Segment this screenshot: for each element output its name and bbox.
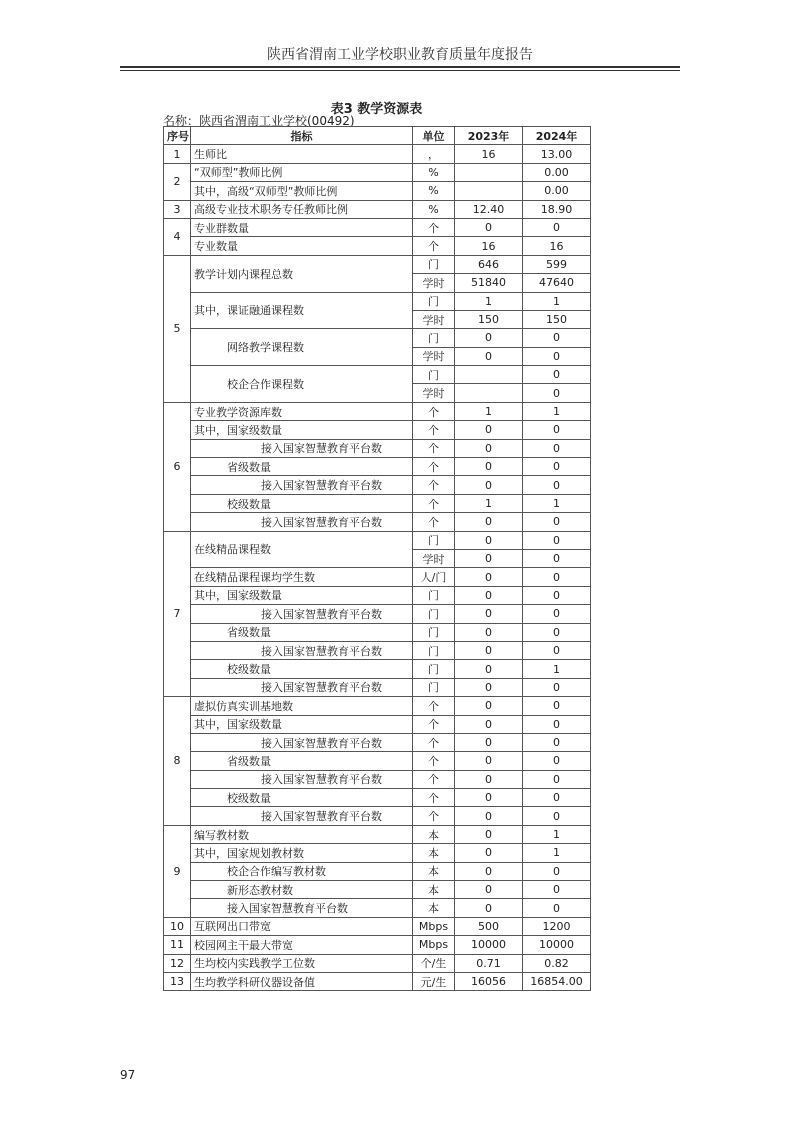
value-2023-cell: 0 <box>455 807 523 825</box>
teaching-resources-table <box>163 126 591 991</box>
value-2024-cell: 0 <box>523 733 591 751</box>
value-2024-cell: 16854.00 <box>523 972 591 990</box>
value-2024-cell: 1 <box>523 292 591 310</box>
seq-cell: 7 <box>164 531 191 697</box>
indicator-cell: 接入国家智慧教育平台数 <box>191 807 413 825</box>
value-2024-cell: 1 <box>523 660 591 678</box>
value-2023-cell: 0 <box>455 476 523 494</box>
indicator-cell: 专业教学资源库数 <box>191 402 413 420</box>
indicator-cell: 省级数量 <box>191 623 413 641</box>
unit-cell: 学时 <box>413 384 455 402</box>
indicator-cell: 专业数量 <box>191 237 413 255</box>
indicator-cell: 虚拟仿真实训基地数 <box>191 697 413 715</box>
value-2024-cell: 0 <box>523 605 591 623</box>
table-row <box>164 825 591 843</box>
unit-cell: 学时 <box>413 310 455 328</box>
unit-cell: 学时 <box>413 274 455 292</box>
value-2024-cell: 0 <box>523 513 591 531</box>
table-row <box>164 458 591 476</box>
value-2024-cell: 0 <box>523 476 591 494</box>
value-2024-cell: 0 <box>523 899 591 917</box>
unit-cell: 门 <box>413 605 455 623</box>
unit-cell: % <box>413 163 455 181</box>
value-2024-cell: 10000 <box>523 936 591 954</box>
column-header-seq: 序号 <box>164 127 191 145</box>
table-row <box>164 899 591 917</box>
value-2024-cell: 0.00 <box>523 182 591 200</box>
indicator-cell: 其中，国家级数量 <box>191 715 413 733</box>
value-2024-cell: 599 <box>523 255 591 273</box>
table-row <box>164 145 591 163</box>
unit-cell: 个/生 <box>413 954 455 972</box>
table-row <box>164 513 591 531</box>
seq-cell: 4 <box>164 218 191 255</box>
value-2023-cell: 0 <box>455 347 523 365</box>
table-row <box>164 163 591 181</box>
value-2024-cell: 0 <box>523 347 591 365</box>
value-2023-cell: 0 <box>455 513 523 531</box>
table-row <box>164 733 591 751</box>
unit-cell: 个 <box>413 439 455 457</box>
column-header-unit: 单位 <box>413 127 455 145</box>
school-name: 名称：陕西省渭南工业学校(00492) <box>163 114 355 128</box>
value-2023-cell: 0 <box>455 825 523 843</box>
unit-cell: ， <box>413 145 455 163</box>
indicator-cell: 接入国家智慧教育平台数 <box>191 476 413 494</box>
table-row <box>164 329 591 347</box>
value-2023-cell: 0 <box>455 862 523 880</box>
value-2024-cell: 0.00 <box>523 163 591 181</box>
value-2023-cell: 0 <box>455 899 523 917</box>
value-2024-cell: 0 <box>523 329 591 347</box>
indicator-cell: 校企合作课程数 <box>191 366 413 403</box>
unit-cell: 门 <box>413 623 455 641</box>
table-row <box>164 494 591 512</box>
table-row <box>164 917 591 935</box>
indicator-cell: 省级数量 <box>191 458 413 476</box>
indicator-cell: 其中，课证融通课程数 <box>191 292 413 329</box>
table-row <box>164 770 591 788</box>
value-2023-cell: 0 <box>455 605 523 623</box>
value-2024-cell: 0 <box>523 807 591 825</box>
table-row <box>164 623 591 641</box>
value-2023-cell: 0 <box>455 844 523 862</box>
value-2024-cell: 1 <box>523 494 591 512</box>
value-2023-cell: 0 <box>455 623 523 641</box>
value-2024-cell: 18.90 <box>523 200 591 218</box>
value-2023-cell: 0 <box>455 715 523 733</box>
unit-cell: 人/门 <box>413 568 455 586</box>
value-2023-cell: 0 <box>455 586 523 604</box>
indicator-cell: 在线精品课程课均学生数 <box>191 568 413 586</box>
value-2023-cell: 0 <box>455 439 523 457</box>
value-2024-cell: 0 <box>523 862 591 880</box>
value-2023-cell: 1 <box>455 402 523 420</box>
table-header-row <box>164 127 591 145</box>
indicator-cell: 校企合作编写教材数 <box>191 862 413 880</box>
table-row <box>164 182 591 200</box>
table-row <box>164 605 591 623</box>
indicator-cell: 专业群数量 <box>191 218 413 236</box>
value-2024-cell: 1 <box>523 825 591 843</box>
value-2024-cell: 0 <box>523 421 591 439</box>
value-2024-cell: 47640 <box>523 274 591 292</box>
unit-cell: % <box>413 200 455 218</box>
header-rule-thin <box>120 70 680 71</box>
table-row <box>164 218 591 236</box>
unit-cell: 本 <box>413 825 455 843</box>
value-2024-cell: 0 <box>523 697 591 715</box>
seq-cell: 9 <box>164 825 191 917</box>
value-2023-cell: 0 <box>455 752 523 770</box>
table-row <box>164 660 591 678</box>
value-2023-cell: 0 <box>455 770 523 788</box>
value-2023-cell: 10000 <box>455 936 523 954</box>
value-2024-cell: 1 <box>523 402 591 420</box>
value-2024-cell: 0 <box>523 641 591 659</box>
value-2023-cell <box>455 182 523 200</box>
unit-cell: 门 <box>413 660 455 678</box>
value-2024-cell: 16 <box>523 237 591 255</box>
seq-cell: 11 <box>164 936 191 954</box>
indicator-cell: 网络教学课程数 <box>191 329 413 366</box>
value-2023-cell: 0 <box>455 881 523 899</box>
value-2024-cell: 0 <box>523 623 591 641</box>
table-row <box>164 200 591 218</box>
value-2023-cell <box>455 384 523 402</box>
value-2023-cell: 0 <box>455 697 523 715</box>
table-row <box>164 697 591 715</box>
table-row <box>164 586 591 604</box>
indicator-cell: 生均校内实践教学工位数 <box>191 954 413 972</box>
value-2024-cell: 13.00 <box>523 145 591 163</box>
unit-cell: 门 <box>413 255 455 273</box>
table-row <box>164 972 591 990</box>
indicator-cell: 校级数量 <box>191 494 413 512</box>
indicator-cell: 其中，国家规划教材数 <box>191 844 413 862</box>
indicator-cell: 省级数量 <box>191 752 413 770</box>
indicator-cell: 接入国家智慧教育平台数 <box>191 899 413 917</box>
value-2023-cell <box>455 163 523 181</box>
column-header-indicator: 指标 <box>191 127 413 145</box>
table-row <box>164 237 591 255</box>
value-2023-cell: 12.40 <box>455 200 523 218</box>
value-2023-cell: 16056 <box>455 972 523 990</box>
table-row <box>164 439 591 457</box>
table-row <box>164 402 591 420</box>
table-row <box>164 715 591 733</box>
indicator-cell: 校级数量 <box>191 660 413 678</box>
value-2024-cell: 0 <box>523 439 591 457</box>
unit-cell: 个 <box>413 733 455 751</box>
value-2023-cell: 51840 <box>455 274 523 292</box>
value-2023-cell: 0 <box>455 531 523 549</box>
value-2024-cell: 0 <box>523 549 591 567</box>
value-2024-cell: 0 <box>523 458 591 476</box>
table-row <box>164 366 591 384</box>
indicator-cell: 生均教学科研仪器设备值 <box>191 972 413 990</box>
unit-cell: 门 <box>413 366 455 384</box>
unit-cell: 个 <box>413 476 455 494</box>
unit-cell: 本 <box>413 899 455 917</box>
table-row <box>164 752 591 770</box>
unit-cell: 个 <box>413 402 455 420</box>
table-row <box>164 881 591 899</box>
unit-cell: 个 <box>413 421 455 439</box>
unit-cell: 个 <box>413 218 455 236</box>
value-2023-cell: 0 <box>455 678 523 696</box>
unit-cell: 个 <box>413 715 455 733</box>
unit-cell: 门 <box>413 531 455 549</box>
unit-cell: 门 <box>413 678 455 696</box>
indicator-cell: 校园网主干最大带宽 <box>191 936 413 954</box>
value-2023-cell: 1 <box>455 292 523 310</box>
indicator-cell: 校级数量 <box>191 789 413 807</box>
indicator-cell: 其中，国家级数量 <box>191 421 413 439</box>
value-2023-cell: 0 <box>455 789 523 807</box>
value-2023-cell: 0 <box>455 660 523 678</box>
value-2024-cell: 1 <box>523 844 591 862</box>
column-header-2024: 2024年 <box>523 127 591 145</box>
indicator-cell: 编写教材数 <box>191 825 413 843</box>
value-2023-cell: 0 <box>455 641 523 659</box>
value-2024-cell: 0 <box>523 384 591 402</box>
unit-cell: 学时 <box>413 549 455 567</box>
value-2023-cell: 1 <box>455 494 523 512</box>
value-2023-cell: 16 <box>455 237 523 255</box>
value-2024-cell: 0 <box>523 568 591 586</box>
value-2024-cell: 0 <box>523 366 591 384</box>
unit-cell: % <box>413 182 455 200</box>
seq-cell: 2 <box>164 163 191 200</box>
table-title: 表3 教学资源表 <box>330 102 423 117</box>
unit-cell: 个 <box>413 513 455 531</box>
indicator-cell: 接入国家智慧教育平台数 <box>191 770 413 788</box>
table-row <box>164 568 591 586</box>
seq-cell: 5 <box>164 255 191 402</box>
value-2024-cell: 0 <box>523 531 591 549</box>
unit-cell: 个 <box>413 237 455 255</box>
unit-cell: 个 <box>413 458 455 476</box>
value-2023-cell: 0 <box>455 218 523 236</box>
unit-cell: 个 <box>413 807 455 825</box>
indicator-cell: 新形态教材数 <box>191 881 413 899</box>
value-2024-cell: 0 <box>523 770 591 788</box>
indicator-cell: “双师型”教师比例 <box>191 163 413 181</box>
table-row <box>164 789 591 807</box>
unit-cell: 个 <box>413 789 455 807</box>
value-2023-cell: 0 <box>455 329 523 347</box>
table-row <box>164 476 591 494</box>
table-row <box>164 292 591 310</box>
table-row <box>164 531 591 549</box>
page-number: 97 <box>120 1068 136 1082</box>
value-2024-cell: 0 <box>523 881 591 899</box>
value-2023-cell: 0 <box>455 549 523 567</box>
table-row <box>164 954 591 972</box>
seq-cell: 10 <box>164 917 191 935</box>
unit-cell: 个 <box>413 770 455 788</box>
value-2024-cell: 0 <box>523 586 591 604</box>
seq-cell: 8 <box>164 697 191 826</box>
indicator-cell: 接入国家智慧教育平台数 <box>191 733 413 751</box>
value-2024-cell: 0 <box>523 752 591 770</box>
seq-cell: 3 <box>164 200 191 218</box>
value-2024-cell: 1200 <box>523 917 591 935</box>
value-2024-cell: 0 <box>523 789 591 807</box>
value-2023-cell <box>455 366 523 384</box>
unit-cell: 个 <box>413 697 455 715</box>
page-header: 陕西省渭南工业学校职业教育质量年度报告 <box>267 47 533 63</box>
unit-cell: 门 <box>413 641 455 659</box>
indicator-cell: 生师比 <box>191 145 413 163</box>
unit-cell: 门 <box>413 329 455 347</box>
value-2023-cell: 0.71 <box>455 954 523 972</box>
unit-cell: 个 <box>413 752 455 770</box>
value-2024-cell: 0 <box>523 678 591 696</box>
indicator-cell: 接入国家智慧教育平台数 <box>191 513 413 531</box>
unit-cell: Mbps <box>413 917 455 935</box>
value-2023-cell: 16 <box>455 145 523 163</box>
unit-cell: 个 <box>413 494 455 512</box>
unit-cell: Mbps <box>413 936 455 954</box>
unit-cell: 元/生 <box>413 972 455 990</box>
indicator-cell: 高级专业技术职务专任教师比例 <box>191 200 413 218</box>
seq-cell: 1 <box>164 145 191 163</box>
unit-cell: 门 <box>413 292 455 310</box>
table-row <box>164 421 591 439</box>
value-2023-cell: 0 <box>455 568 523 586</box>
value-2023-cell: 500 <box>455 917 523 935</box>
unit-cell: 本 <box>413 844 455 862</box>
indicator-cell: 接入国家智慧教育平台数 <box>191 605 413 623</box>
value-2023-cell: 0 <box>455 458 523 476</box>
seq-cell: 13 <box>164 972 191 990</box>
indicator-cell: 互联网出口带宽 <box>191 917 413 935</box>
indicator-cell: 在线精品课程数 <box>191 531 413 568</box>
value-2023-cell: 0 <box>455 421 523 439</box>
value-2024-cell: 0.82 <box>523 954 591 972</box>
seq-cell: 12 <box>164 954 191 972</box>
table-row <box>164 678 591 696</box>
value-2024-cell: 0 <box>523 715 591 733</box>
value-2023-cell: 0 <box>455 733 523 751</box>
table-row <box>164 844 591 862</box>
seq-cell: 6 <box>164 402 191 531</box>
value-2024-cell: 150 <box>523 310 591 328</box>
table-row <box>164 255 591 273</box>
table-row <box>164 936 591 954</box>
header-rule-thick <box>120 66 680 68</box>
value-2023-cell: 646 <box>455 255 523 273</box>
indicator-cell: 接入国家智慧教育平台数 <box>191 439 413 457</box>
unit-cell: 门 <box>413 586 455 604</box>
indicator-cell: 其中，国家级数量 <box>191 586 413 604</box>
unit-cell: 学时 <box>413 347 455 365</box>
unit-cell: 本 <box>413 862 455 880</box>
indicator-cell: 接入国家智慧教育平台数 <box>191 678 413 696</box>
column-header-2023: 2023年 <box>455 127 523 145</box>
indicator-cell: 其中，高级“双师型”教师比例 <box>191 182 413 200</box>
value-2023-cell: 150 <box>455 310 523 328</box>
value-2024-cell: 0 <box>523 218 591 236</box>
indicator-cell: 教学计划内课程总数 <box>191 255 413 292</box>
table-row <box>164 862 591 880</box>
unit-cell: 本 <box>413 881 455 899</box>
indicator-cell: 接入国家智慧教育平台数 <box>191 641 413 659</box>
table-row <box>164 641 591 659</box>
table-row <box>164 807 591 825</box>
